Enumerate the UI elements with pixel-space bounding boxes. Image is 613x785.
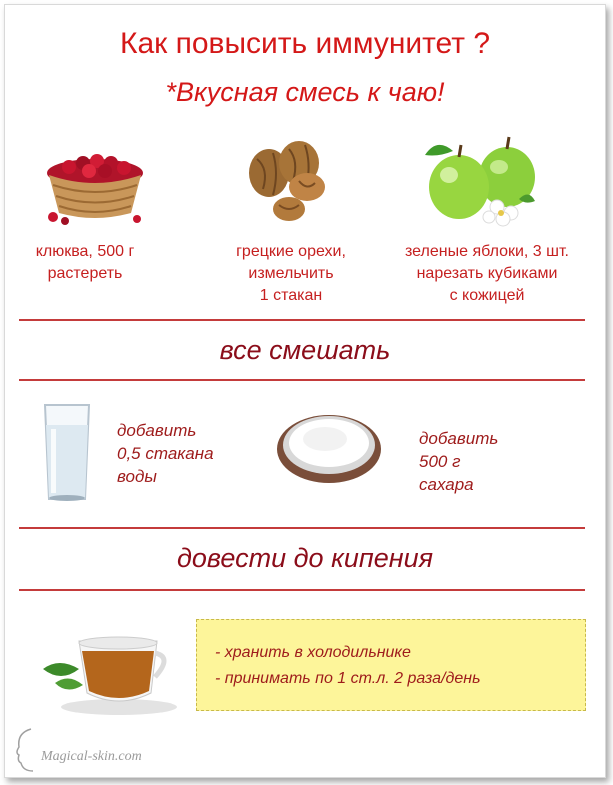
ingredient-line: нарезать кубиками [416,265,558,282]
storage-note-box [196,619,586,711]
page-subtitle: *Вкусная смесь к чаю! [165,77,445,107]
ingredient-line: измельчить [248,265,334,282]
water-glass-icon [41,401,93,505]
ingredient-cranberry-text [15,241,155,285]
ingredient-line: 1 стакан [259,287,323,304]
ingredient-line: клюква, 500 г [35,243,135,260]
instruction-line: добавить [419,429,499,448]
instruction-line: 0,5 стакана [117,444,214,463]
face-silhouette-icon [11,727,39,773]
note-line-storage: - хранить в холодильнике [215,644,411,661]
add-water-text [117,419,257,488]
green-apples-icon [415,127,541,229]
page-title: Как повысить иммунитет ? [119,27,491,60]
cranberry-basket-icon [39,133,151,225]
ingredient-apple-text [377,241,597,307]
instruction-line: добавить [117,421,197,440]
divider-line [19,319,585,321]
ingredient-line: растереть [47,265,123,282]
divider-line [19,527,585,529]
divider-line [19,379,585,381]
instruction-line: 500 г [419,452,461,471]
note-line-dosage: - принимать по 1 ст.л. 2 раза/день [215,670,481,687]
divider-line [19,589,585,591]
ingredient-line: грецкие орехи, [236,243,346,260]
ingredient-walnut-text [211,241,371,307]
ingredient-line: с кожицей [449,287,525,304]
tea-cup-icon [39,621,179,717]
watermark-text: Magical-skin.com [41,749,142,764]
sugar-bowl-icon [273,407,385,487]
instruction-line: воды [117,467,157,486]
walnuts-icon [243,133,333,225]
step-mix-heading: все смешать [219,335,391,365]
step-boil-heading: довести до кипения [176,543,434,573]
ingredient-line: зеленые яблоки, 3 шт. [405,243,569,260]
add-sugar-text [419,427,539,496]
infographic-frame [4,4,606,778]
instruction-line: сахара [419,475,474,494]
